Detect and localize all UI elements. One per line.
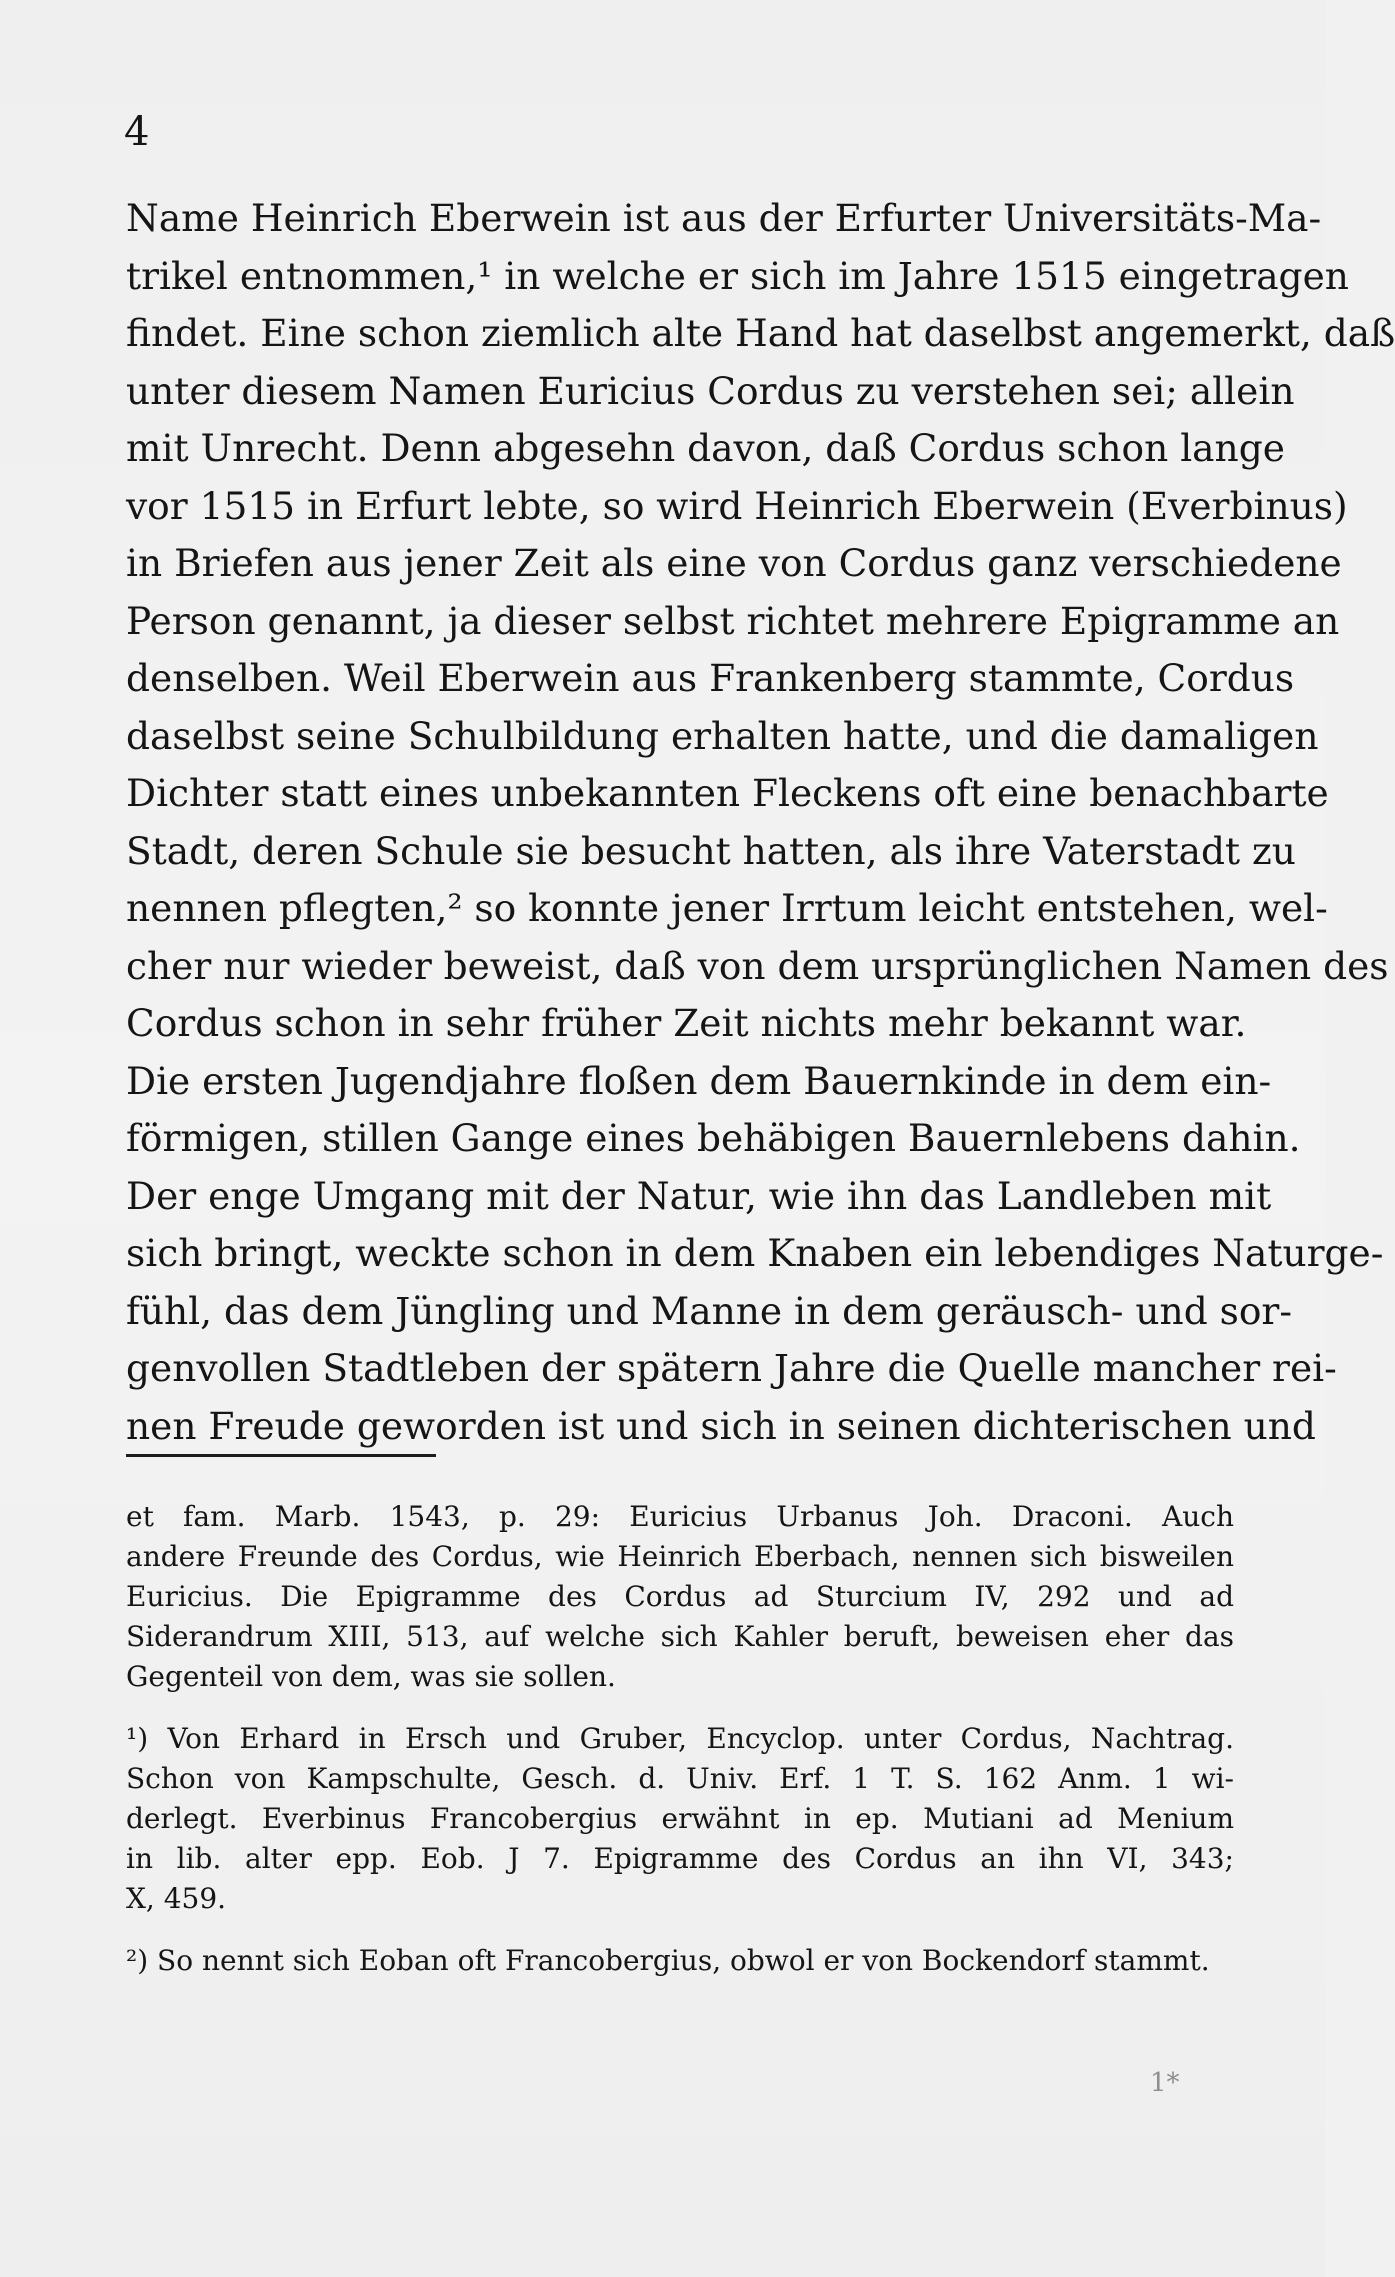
footnote-1 — [126, 1719, 1234, 1919]
main-text-line: cher nur wieder beweist, daß von dem ursprünglichen Namen des — [126, 943, 1389, 988]
footnote-spacer — [126, 1919, 1234, 1941]
footnote-line: et fam. Marb. 1543, p. 29: Euricius Urbanus Joh. Draconi. Auch — [126, 1500, 1234, 1533]
main-text-line: fühl, das dem Jüngling und Manne in dem geräusch- und sor- — [126, 1288, 1293, 1333]
main-text-line: Dichter statt eines unbekannten Fleckens oft eine benachbarte — [126, 771, 1329, 815]
main-text-line: Die ersten Jugendjahre floßen dem Bauernkinde in dem ein- — [126, 1058, 1272, 1103]
main-text-line: nen Freude geworden ist und sich in seinen dichterischen und — [126, 1403, 1316, 1448]
footnote-spacer — [126, 1697, 1234, 1719]
main-text-line: findet. Eine schon ziemlich alte Hand hat daselbst angemerkt, daß — [126, 311, 1395, 355]
footnote-line: X, 459. — [126, 1882, 227, 1915]
footnote-divider — [126, 1454, 436, 1457]
main-paragraph — [126, 190, 1395, 1455]
page-number: 4 — [124, 109, 150, 155]
main-text-line: unter diesem Namen Euricius Cordus zu verstehen sei; allein — [126, 368, 1295, 413]
footnote-line: Euricius. Die Epigramme des Cordus ad Sturcium IV, 292 und ad — [126, 1580, 1234, 1613]
footnote-line: ²) So nennt sich Eoban oft Francobergius, obwol er von Bockendorf stammt. — [126, 1944, 1210, 1977]
footnote-continuation — [126, 1497, 1234, 1697]
footnote-line: derlegt. Everbinus Francobergius erwähnt in ep. Mutiani ad Menium — [126, 1802, 1234, 1835]
main-text-line: förmigen, stillen Gange eines behäbigen Bauernlebens dahin. — [126, 1116, 1301, 1160]
main-text-line: Stadt, deren Schule sie besucht hatten, als ihre Vaterstadt zu — [126, 828, 1296, 873]
main-text-line: nennen pflegten,² so konnte jener Irrtum leicht entstehen, wel- — [126, 886, 1328, 930]
main-text-line: Name Heinrich Eberwein ist aus der Erfurter Universitäts-Ma- — [126, 196, 1322, 240]
main-text-line: denselben. Weil Eberwein aus Frankenberg stammte, Cordus — [126, 656, 1295, 700]
main-text-line: vor 1515 in Erfurt lebte, so wird Heinrich Eberwein (Everbinus) — [126, 483, 1348, 528]
main-text-line: trikel entnommen,¹ in welche er sich im Jahre 1515 eingetragen — [126, 253, 1349, 298]
main-text-line: Cordus schon in sehr früher Zeit nichts mehr bekannt war. — [126, 1001, 1247, 1045]
main-text-line: mit Unrecht. Denn abgesehn davon, daß Cordus schon lange — [126, 426, 1285, 470]
footnote-line: in lib. alter epp. Eob. J 7. Epigramme des Cordus an ihn VI, 343; — [126, 1842, 1234, 1875]
main-text-line: genvollen Stadtleben der spätern Jahre die Quelle mancher rei- — [126, 1346, 1337, 1390]
signature-mark: 1* — [1150, 2068, 1180, 2098]
main-text-line: sich bringt, weckte schon in dem Knaben ein lebendiges Naturge- — [126, 1231, 1384, 1275]
footnote-line: Schon von Kampschulte, Gesch. d. Univ. Erf. 1 T. S. 162 Anm. 1 wi- — [126, 1762, 1234, 1795]
main-text-line: daselbst seine Schulbildung erhalten hatte, und die damaligen — [126, 713, 1319, 758]
footnotes — [126, 1497, 1234, 1981]
footnote-line: ¹) Von Erhard in Ersch und Gruber, Encyclop. unter Cordus, Nachtrag. — [126, 1722, 1234, 1755]
main-text-line: in Briefen aus jener Zeit als eine von Cordus ganz verschiedene — [126, 541, 1342, 585]
footnote-2 — [126, 1941, 1234, 1981]
main-text-line: Person genannt, ja dieser selbst richtet mehrere Epigramme an — [126, 598, 1340, 643]
main-text-line: Der enge Umgang mit der Natur, wie ihn das Landleben mit — [126, 1173, 1272, 1218]
footnote-line: Gegenteil von dem, was sie sollen. — [126, 1660, 616, 1693]
footnote-line: Siderandrum XIII, 513, auf welche sich Kahler beruft, beweisen eher das — [126, 1620, 1234, 1653]
footnote-line: andere Freunde des Cordus, wie Heinrich Eberbach, nennen sich bisweilen — [126, 1540, 1234, 1573]
